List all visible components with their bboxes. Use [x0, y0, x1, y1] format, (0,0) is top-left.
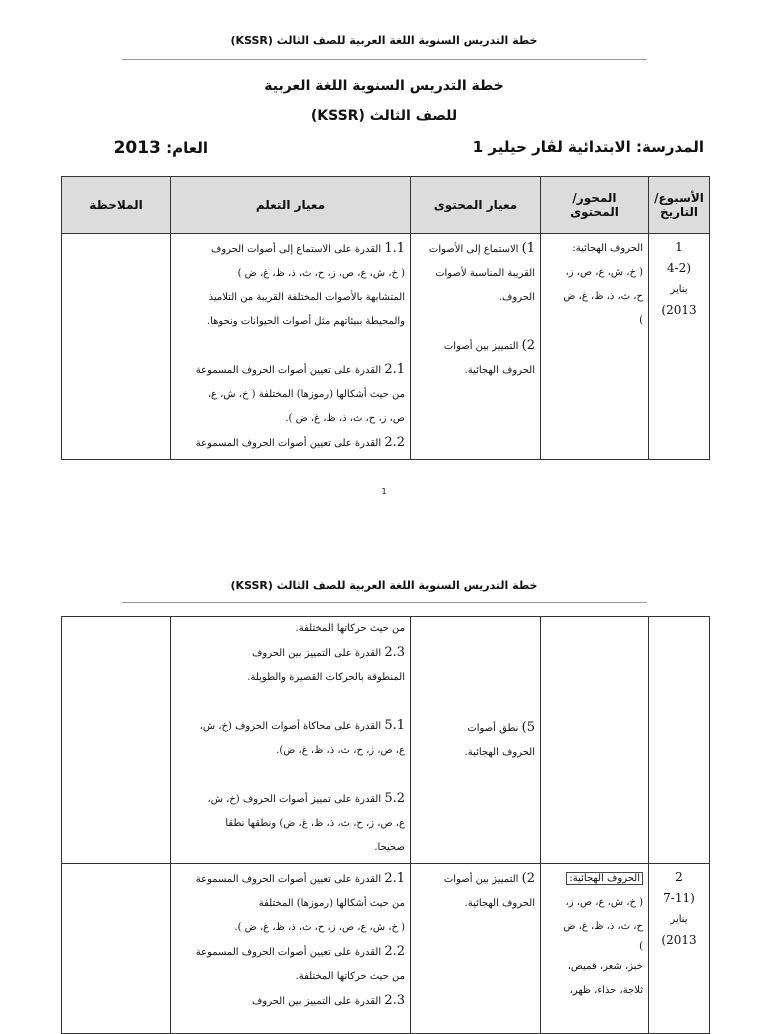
content-item: الحروف.: [498, 292, 535, 303]
content-item: الحروف الهجائية.: [464, 365, 535, 376]
header-rule: [122, 59, 647, 60]
table-row: [62, 234, 710, 460]
year-info: [114, 138, 208, 158]
learning-item: ص، ز، ح، ث، ذ، ظ، غ، ض ).: [285, 413, 405, 424]
content-standard-cell: [411, 617, 541, 864]
learning-standard-cell: [171, 234, 411, 460]
notes-cell: [62, 234, 171, 460]
page-number: 1: [381, 487, 387, 496]
school-label: المدرسة:: [636, 138, 704, 156]
week-cell: [649, 234, 710, 460]
page-subtitle: للصف الثالث (KSSR): [310, 108, 458, 124]
learning-item: ( خ، ش، ع، ص، ز، ح، ث، ذ، ظ، غ، ض ): [237, 268, 405, 279]
learning-item: 2.2 القدرة على تعيين أصوات الحروف المسموعة: [195, 435, 405, 450]
content-item: 2) التمييز بين أصوات: [443, 338, 535, 353]
running-header: خطة التدريس السنوية اللغة العربية للصف الثالث (KSSR): [230, 579, 538, 592]
year-value: 2013: [113, 138, 161, 158]
week-number: 1: [675, 240, 683, 254]
school-info: [473, 138, 704, 156]
week-month: يناير: [670, 914, 688, 925]
learning-item: صحيحا.: [374, 842, 405, 853]
learning-item: 2.1 القدرة على تعيين أصوات الحروف المسموعة: [195, 871, 405, 886]
content-item: 2) التمييز بين أصوات: [443, 871, 535, 886]
notes-cell: [62, 864, 171, 1034]
header-week-date: الأسبوع/ التاريخ: [649, 177, 710, 234]
theme-line: ): [639, 941, 643, 952]
learning-item: من حيث حركاتها المختلفة.: [295, 623, 405, 634]
learning-item: من حيث حركاتها المختلفة.: [295, 971, 405, 982]
learning-item: 2.3 القدرة على التمييز بين الحروف: [252, 993, 405, 1008]
school-value: الابتدائية لڤار حيلير 1: [472, 138, 631, 156]
running-header: خطة التدريس السنوية اللغة العربية للصف الثالث (KSSR): [230, 34, 538, 47]
content-item: 1) الاستماع إلى الأصوات: [428, 241, 535, 256]
content-standard-cell: [411, 864, 541, 1034]
theme-line: ): [639, 315, 643, 326]
learning-standard-cell: [171, 864, 411, 1034]
theme-line: ( خ، ش، ع، ص، ز،: [565, 897, 643, 908]
page-title: خطة التدريس السنوية اللغة العربية: [264, 78, 504, 94]
theme-line: الحروف الهجائية:: [546, 867, 643, 891]
learning-item: من حيث أشكالها (رموزها) المختلفة ( خ، ش، ع،: [207, 389, 405, 400]
theme-cell: [541, 864, 649, 1034]
theme-line: الحروف الهجائية:: [572, 243, 643, 254]
table-row: [62, 864, 710, 1034]
header-learning-standard: معيار التعلم: [171, 177, 411, 234]
learning-item: ع، ص، ز، ح، ث، ذ، ظ، غ، ض).: [276, 745, 405, 756]
theme-line: ح، ث، ذ، ظ، غ، ض: [563, 921, 643, 932]
week-year: 2013): [661, 933, 697, 947]
week-number: 2: [675, 870, 683, 884]
learning-item: ع، ص، ز، ح، ث، ذ، ظ، غ، ض) ونطقها نطقا: [225, 818, 405, 829]
week-month: يناير: [670, 284, 688, 295]
learning-item: المنطوقة بالحركات القصيرة والطويلة.: [247, 672, 405, 683]
content-item: القريبة المناسبة لأصوات: [435, 268, 535, 279]
week-range: (7-11: [663, 891, 695, 905]
theme-line: ثلاجة، حذاء، ظهر،: [569, 985, 643, 996]
theme-line: ( خ، ش، ع، ص، ز،: [565, 267, 643, 278]
plan-table-page2: [61, 616, 710, 1034]
plan-table-page1: [61, 176, 710, 460]
notes-cell: [62, 617, 171, 864]
learning-item: المتشابهة بالأصوات المختلفة القريبة من التلاميذ: [208, 292, 405, 303]
learning-item: 2.1 القدرة على تعيين أصوات الحروف المسموعة: [195, 362, 405, 377]
table-row: [62, 617, 710, 864]
week-cell: [649, 617, 710, 864]
header-theme: المحور/ المحتوى: [541, 177, 649, 234]
content-item: الحروف الهجائية.: [464, 898, 535, 909]
learning-item: ( خ، ش، ع، ص، ز، ح، ث، ذ، ظ، غ، ض ).: [234, 922, 405, 933]
content-item: الحروف الهجائية.: [464, 747, 535, 758]
learning-item: 1.1 القدرة على الاستماع إلى أصوات الحروف: [210, 241, 405, 256]
year-label: العام:: [166, 139, 208, 157]
theme-cell: [541, 617, 649, 864]
learning-item: من حيث أشكالها (رموزها) المختلفة: [258, 898, 405, 909]
learning-item: 2.3 القدرة على التمييز بين الحروف: [252, 645, 405, 660]
header-notes: الملاحظة: [62, 177, 171, 234]
learning-standard-cell: [171, 617, 411, 864]
week-year: 2013): [661, 303, 697, 317]
header-content-standard: معيار المحتوى: [411, 177, 541, 234]
week-range: (4-2: [666, 261, 691, 275]
content-standard-cell: [411, 234, 541, 460]
learning-item: 5.2 القدرة على تمييز أصوات الحروف (خ، ش،: [207, 791, 405, 806]
content-item: 5) نطق أصوات: [467, 720, 535, 735]
theme-line: خبز، شعر، قميص،: [567, 961, 643, 972]
learning-item: 2.2 القدرة على تعيين أصوات الحروف المسموعة: [195, 944, 405, 959]
header-rule: [122, 602, 647, 603]
week-cell: [649, 864, 710, 1034]
theme-cell: [541, 234, 649, 460]
table-header-row: [62, 177, 710, 234]
learning-item: والمحيطة ببيئاتهم مثل أصوات الحيوانات ونحوها.: [206, 316, 405, 327]
learning-item: 5.1 القدرة على محاكاة أصوات الحروف (خ، ش،: [199, 718, 405, 733]
theme-line: ح، ث، ذ، ظ، غ، ض: [563, 291, 643, 302]
